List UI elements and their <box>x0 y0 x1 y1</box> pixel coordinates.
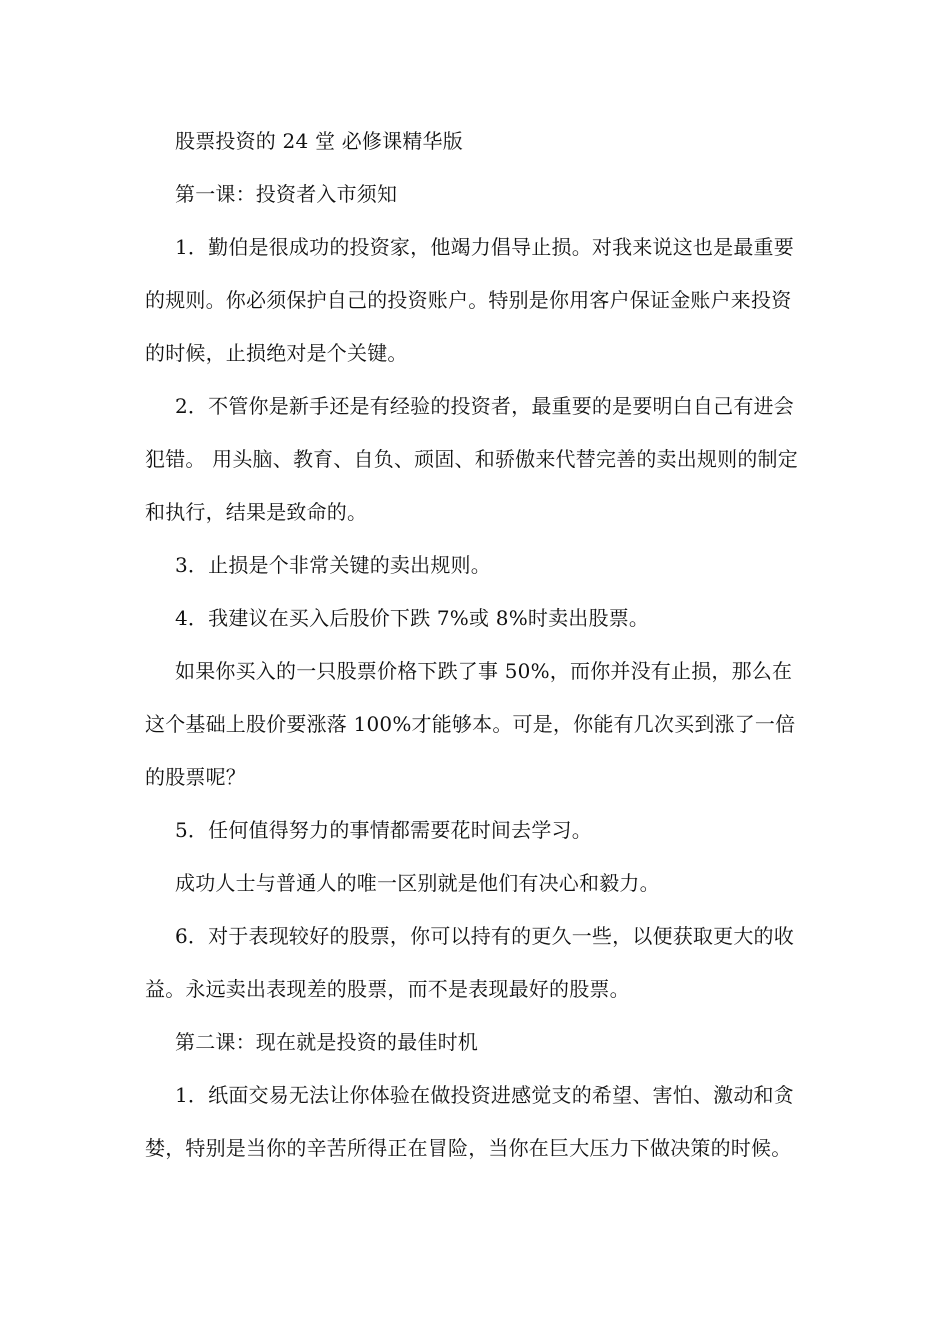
paragraph: 2．不管你是新手还是有经验的投资者，最重要的是要明白自己有进会犯错。 用头脑、教育、自负、顽固、和骄傲来代替完善的卖出规则的制定和执行，结果是致命的。 <box>145 394 798 524</box>
paragraph: 1．纸面交易无法让你体验在做投资进感觉支的希望、害怕、激动和贪婪，特别是当你的辛苦所得正在冒险，当你在巨大压力下做决策的时候。 <box>145 1083 794 1160</box>
paragraph: 如果你买入的一只股票价格下跌了事 50%，而你并没有止损，那么在这个基础上股价要涨落 100%才能够本。可是，你能有几次买到涨了一倍的股票呢？ <box>145 659 796 789</box>
paragraph: 4．我建议在买入后股价下跌 7%或 8%时卖出股票。 <box>175 606 650 630</box>
paragraph: 1．勤伯是很成功的投资家，他竭力倡导止损。对我来说这也是最重要的规则。你必须保护自己的投资账户。特别是你用客户保证金账户来投资的时候，止损绝对是个关键。 <box>145 235 794 365</box>
document-title: 股票投资的 24 堂 必修课精华版 <box>175 129 463 153</box>
lesson-heading-1: 第一课：投资者入市须知 <box>175 182 398 206</box>
paragraph: 3．止损是个非常关键的卖出规则。 <box>175 553 491 577</box>
lesson-heading-2: 第二课：现在就是投资的最佳时机 <box>175 1030 478 1054</box>
paragraph: 6．对于表现较好的股票，你可以持有的更久一些，以便获取更大的收益。永远卖出表现差的股票，而不是表现最好的股票。 <box>145 924 794 1001</box>
paragraph: 成功人士与普通人的唯一区别就是他们有决心和毅力。 <box>175 871 660 895</box>
document-body <box>145 115 810 1175</box>
paragraph: 5．任何值得努力的事情都需要花时间去学习。 <box>175 818 592 842</box>
